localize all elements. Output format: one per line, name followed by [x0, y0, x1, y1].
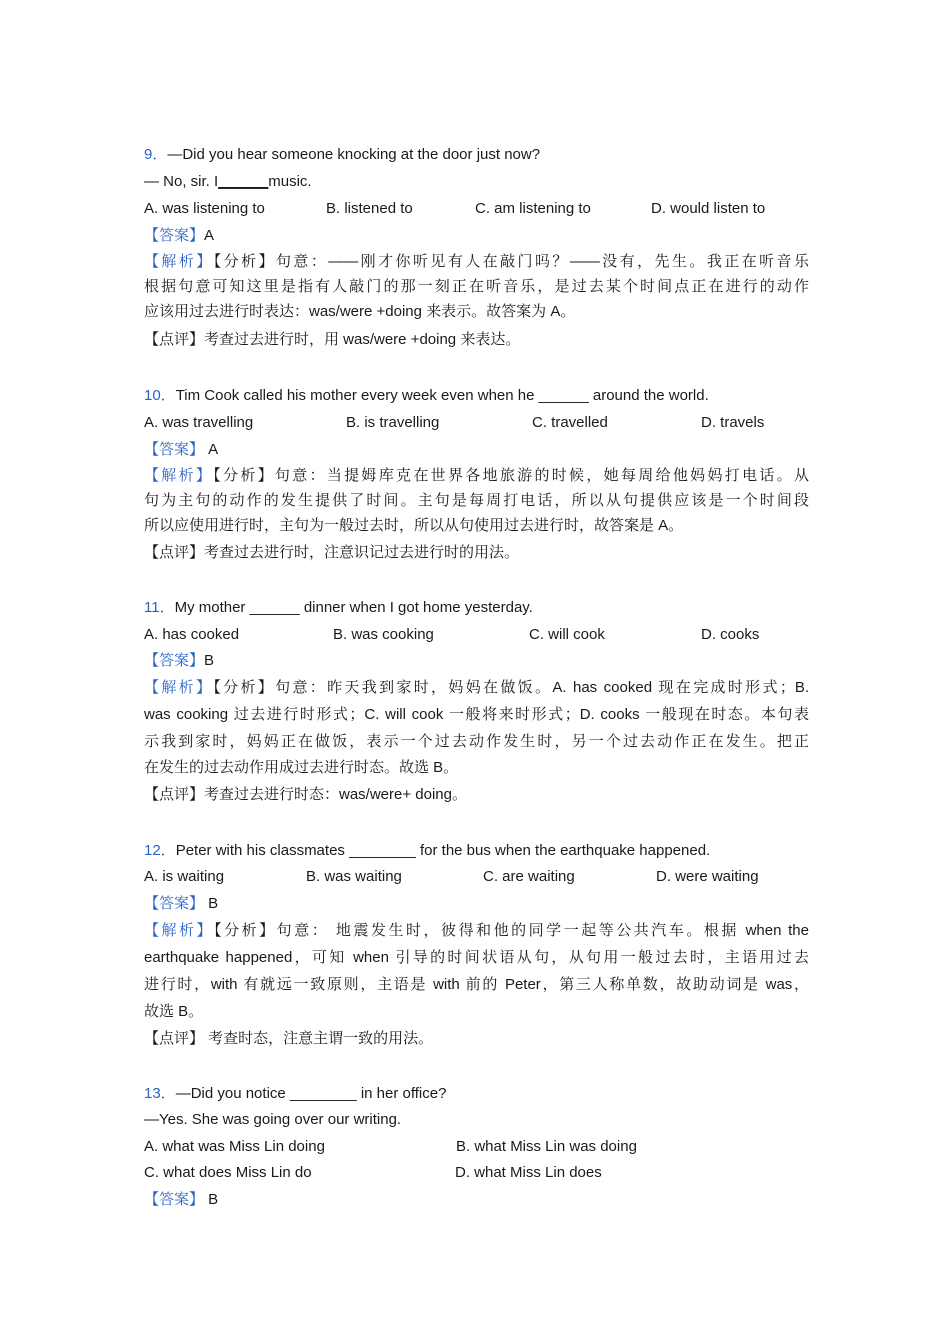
- option-d: D. what Miss Lin does: [455, 1164, 602, 1181]
- option-a: A. what was Miss Lin doing: [144, 1138, 325, 1155]
- reply-text: — No, sir. I: [144, 173, 219, 190]
- analysis-tag: 【解析】: [144, 253, 214, 270]
- option-b: B. listened to: [326, 200, 413, 217]
- question-11-analysis-line-2: was cooking 过去进行时形式；C. will cook 一般将来时形式；D. cooks 一般现在时态。本句表: [144, 706, 809, 723]
- option-b: B. is travelling: [346, 414, 440, 431]
- question-12-analysis-line-4: 故选 B。: [144, 1003, 204, 1020]
- answer-value: B: [204, 1191, 219, 1208]
- question-10-comment: 【点评】考查过去进行时，注意识记过去进行时的用法。: [144, 544, 520, 561]
- question-11-analysis-line-3: 示我到家时，妈妈正在做饭，表示一个过去动作发生时，另一个过去动作正在发生。把正: [144, 733, 809, 750]
- question-11-options: [144, 625, 809, 645]
- option-c: C. are waiting: [483, 868, 575, 885]
- option-a: A. has cooked: [144, 626, 240, 643]
- analysis-tag: 【解析】: [144, 467, 214, 484]
- question-12-options: [144, 867, 809, 887]
- question-12-analysis-line-3: 进行时，with 有就远一致原则，主语是 with 前的 Peter，第三人称单数，故助动词是 was，: [144, 976, 809, 993]
- option-c: C. am listening to: [475, 200, 591, 217]
- answer-tag: 【答案】: [144, 895, 205, 912]
- answer-tag: 【答案】: [144, 227, 205, 244]
- question-9-analysis-line-3: 应该用过去进行时表达：was/were +doing 来表示。故答案为 A。: [144, 303, 576, 320]
- option-d: D. were waiting: [656, 868, 759, 885]
- question-11-analysis-line-4: 在发生的过去动作用成过去进行时态。故选 B。: [144, 759, 459, 776]
- question-10-analysis-line-3: 所以应使用进行时，主句为一般过去时，所以从句使用过去进行时，故答案是 A。: [144, 517, 684, 534]
- analysis-text: 【分析】句意： 地震发生时，彼得和他的同学一起等公共汽车。根据 when the: [214, 922, 809, 939]
- question-13-answer: [144, 1190, 809, 1210]
- answer-blank: ______: [218, 173, 269, 190]
- question-text: Tim Cook called his mother every week even when he ______ around the world.: [175, 387, 709, 404]
- question-9-stem: [144, 145, 809, 165]
- question-10-stem: [144, 386, 809, 406]
- option-b: B. what Miss Lin was doing: [456, 1138, 637, 1155]
- answer-value: A: [204, 441, 219, 458]
- question-11-answer: [144, 651, 809, 671]
- option-d: D. travels: [701, 414, 765, 431]
- analysis-text: 【分析】句意：——刚才你听见有人在敲门吗？——没有，先生。我正在听音乐: [213, 253, 809, 270]
- question-9-comment: 【点评】考查过去进行时，用 was/were +doing 来表达。: [144, 331, 521, 348]
- answer-tag: 【答案】: [144, 652, 205, 669]
- question-13-options-row-1: [144, 1137, 809, 1157]
- question-text: My mother ______ dinner when I got home yesterday.: [174, 599, 533, 616]
- option-a: A. was travelling: [144, 414, 254, 431]
- option-c: C. travelled: [532, 414, 608, 431]
- option-b: B. was waiting: [306, 868, 402, 885]
- question-number: 11．: [144, 599, 175, 616]
- question-10-options: [144, 413, 809, 433]
- question-11-stem: [144, 598, 809, 618]
- analysis-tag: 【解析】: [144, 922, 215, 939]
- question-number: 13．: [144, 1085, 176, 1102]
- question-12-analysis-line-1: [144, 921, 809, 941]
- question-text: Peter with his classmates ________ for the bus when the earthquake happened.: [175, 842, 711, 859]
- question-12-stem: [144, 841, 809, 861]
- option-b: B. was cooking: [333, 626, 434, 643]
- analysis-text: 【分析】句意：当提姆库克在世界各地旅游的时候，她每周给他妈妈打电话。从: [213, 467, 809, 484]
- option-c: C. will cook: [529, 626, 605, 643]
- question-10-analysis-line-1: [144, 466, 809, 486]
- question-number: 12．: [144, 842, 176, 859]
- question-9-reply: [144, 172, 809, 192]
- question-9-analysis-line-2: 根据句意可知这里是指有人敲门的那一刻正在听音乐，是过去某个时间点正在进行的动作: [144, 278, 809, 295]
- question-10-analysis-line-2: 句为主句的动作的发生提供了时间。主句是每周打电话，所以从句提供应该是一个时间段: [144, 492, 809, 509]
- reply-text-end: music.: [268, 173, 312, 190]
- question-12-answer: [144, 894, 809, 914]
- option-d: D. cooks: [701, 626, 760, 643]
- question-13-options-row-2: [144, 1163, 809, 1183]
- question-9-answer: [144, 226, 809, 246]
- analysis-text: 【分析】句意：昨天我到家时，妈妈在做饭。A. has cooked 现在完成时形式；B.: [213, 679, 809, 696]
- question-text: —Did you hear someone knocking at the door just now?: [167, 146, 541, 163]
- question-10-answer: [144, 440, 809, 460]
- question-12-analysis-line-2: earthquake happened，可知 when 引导的时间状语从句，从句用一般过去时，主语用过去: [144, 949, 809, 966]
- analysis-tag: 【解析】: [144, 679, 214, 696]
- answer-value: B: [204, 895, 219, 912]
- answer-value: B: [204, 652, 215, 669]
- question-13-stem: [144, 1084, 809, 1104]
- answer-value: A: [204, 227, 215, 244]
- question-9-analysis-line-1: [144, 252, 809, 272]
- answer-tag: 【答案】: [144, 441, 205, 458]
- option-d: D. would listen to: [651, 200, 766, 217]
- question-11-analysis-line-1: [144, 678, 809, 698]
- option-c: C. what does Miss Lin do: [144, 1164, 312, 1181]
- question-11-comment: 【点评】考查过去进行时态：was/were+ doing。: [144, 786, 467, 803]
- answer-tag: 【答案】: [144, 1191, 205, 1208]
- question-13-reply: —Yes. She was going over our writing.: [144, 1111, 402, 1128]
- option-a: A. was listening to: [144, 200, 265, 217]
- question-number: 10．: [144, 387, 176, 404]
- option-a: A. is waiting: [144, 868, 225, 885]
- question-12-comment: 【点评】 考查时态，注意主谓一致的用法。: [144, 1030, 434, 1047]
- question-number: 9．: [144, 146, 168, 163]
- question-text: —Did you notice ________ in her office?: [175, 1085, 447, 1102]
- question-9-options: [144, 199, 809, 219]
